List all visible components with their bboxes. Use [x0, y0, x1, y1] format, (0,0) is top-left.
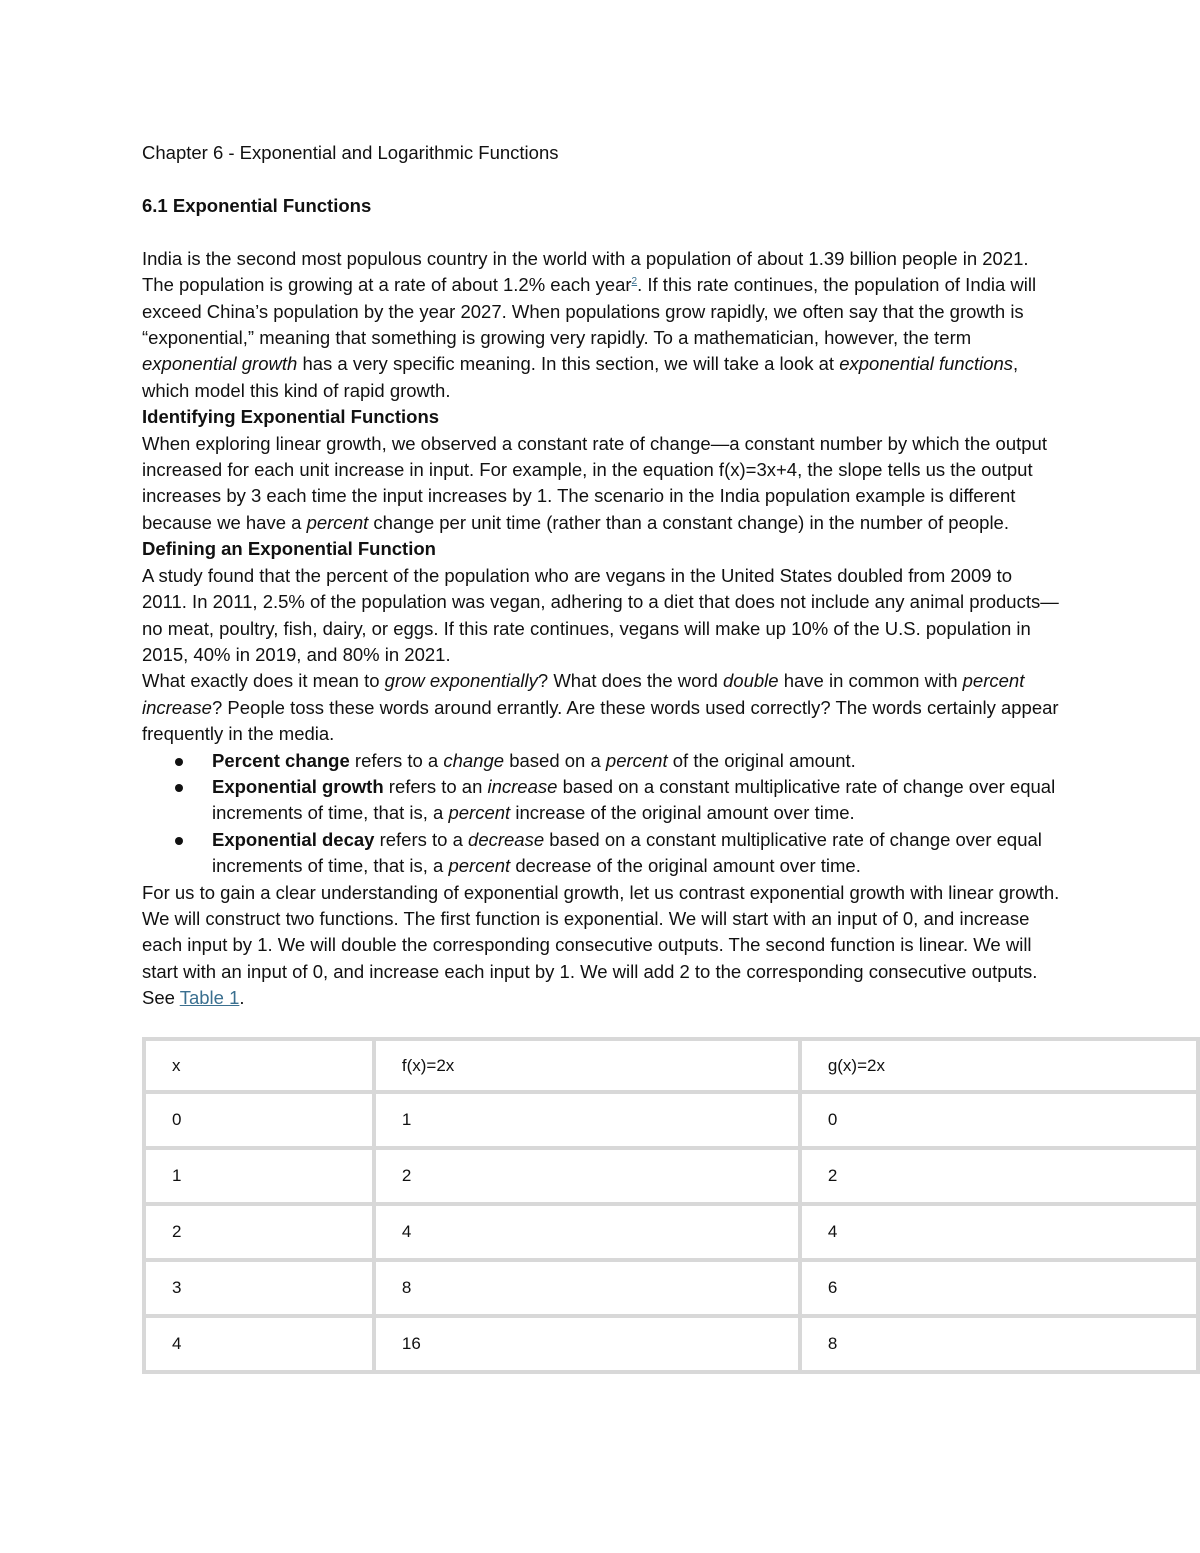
term-text: refers to an [383, 775, 488, 797]
intro-text-4: , which model this kind of rapid growth. [142, 353, 1019, 401]
table-cell: 2 [376, 1150, 802, 1206]
defining-heading: Defining an Exponential Function [142, 538, 436, 560]
identifying-text-1: When exploring linear growth, we observed a constant rate of change—a constant number by which the output increased for each unit increase in input. For example, in the equation f(x)=3x+4, the slope tells us the output increases by 3 each time the input increases by 1. The scenario in the India population example is different because we have a [142, 432, 1047, 533]
table-cell: 8 [376, 1262, 802, 1318]
header-cell-gx: g(x)=2x [802, 1037, 1200, 1094]
term-emphasis: change [443, 749, 505, 771]
term-text: based on a constant multiplicative rate of change over equal increments of time, that is, a [212, 775, 1056, 824]
term-emphasis: percent [448, 855, 511, 877]
term-emphasis: increase [487, 775, 558, 797]
identifying-heading: Identifying Exponential Functions [142, 406, 440, 428]
term-text: based on a [504, 749, 606, 771]
table-cell: 3 [142, 1262, 376, 1318]
term-text: based on a constant multiplicative rate of change over equal increments of time, that is, a [212, 828, 1042, 877]
defining-text-2: ? What does the word [537, 670, 724, 692]
table-cell: 0 [802, 1094, 1200, 1150]
intro-text-3: has a very specific meaning. In this section, we will take a look at [297, 353, 840, 375]
contrast-text-2: . [239, 987, 245, 1009]
term-emphasis: percent [605, 749, 668, 771]
term-label: Exponential decay [212, 828, 375, 850]
defining-emphasis-1: grow exponentially [384, 670, 538, 692]
intro-paragraph [142, 246, 1062, 404]
term-emphasis: percent [448, 802, 511, 824]
table-cell: 4 [376, 1206, 802, 1262]
list-item-percent-change [142, 748, 1062, 774]
term-text: refers to a [349, 749, 444, 771]
table-cell: 1 [142, 1150, 376, 1206]
defining-paragraph-2 [142, 668, 1062, 747]
definition-list [142, 748, 1200, 880]
bullet-icon [175, 784, 183, 792]
footnote-link[interactable]: 2 [631, 276, 638, 288]
values-table [142, 1037, 1200, 1374]
identifying-emphasis: percent [306, 511, 369, 533]
table-row [142, 1318, 1200, 1374]
intro-text-2: . If this rate continues, the population of India will exceed China’s population by the year 2027. When populations grow rapidly, we often say that the growth is “exponential,” meaning that something is growing very rapidly. To a mathematician, however, the term [142, 274, 1037, 349]
intro-emphasis-2: exponential functions [839, 353, 1014, 375]
contrast-text-1: For us to gain a clear understanding of exponential growth, let us contrast exponential growth with linear growth. We will construct two functions. The first function is exponential. We will start with an input of 0, and increase each input by 1. We will double the corresponding consecutive outputs. The second function is linear. We will start with an input of 0, and increase each input by 1. We will add 2 to the corresponding consecutive outputs. See [142, 881, 1060, 1009]
defining-paragraph-1: A study found that the percent of the population who are vegans in the United States doubled from 2009 to 2011. In 2011, 2.5% of the population was vegan, adhering to a diet that does not include any animal products—no meat, poultry, fish, dairy, or eggs. If this rate continues, vegans will make up 10% of the U.S. population in 2015, 40% in 2019, and 80% in 2021. [142, 564, 1059, 665]
defining-text-4: ? People toss these words around errantly. Are these words used correctly? The words certainly appear frequently in the media. [142, 696, 1059, 745]
term-text: increase of the original amount over time. [510, 802, 855, 824]
header-cell-x: x [142, 1037, 376, 1094]
list-item-exponential-growth [142, 774, 1062, 827]
table-row [142, 1262, 1200, 1318]
table-cell: 8 [802, 1318, 1200, 1374]
header-cell-fx: f(x)=2x [376, 1037, 802, 1094]
identifying-text-2: change per unit time (rather than a constant change) in the number of people. [368, 511, 1009, 533]
term-emphasis: decrease [468, 828, 545, 850]
term-text: decrease of the original amount over time. [510, 855, 861, 877]
contrast-paragraph [142, 880, 1062, 1012]
table-row [142, 1206, 1200, 1262]
bullet-icon [175, 837, 183, 845]
term-text: refers to a [374, 828, 469, 850]
term-text: of the original amount. [667, 749, 856, 771]
table-cell: 6 [802, 1262, 1200, 1318]
section-title: 6.1 Exponential Functions [142, 195, 372, 217]
table-cell: 1 [376, 1094, 802, 1150]
table-row [142, 1150, 1200, 1206]
table-1-link[interactable]: Table 1 [179, 987, 240, 1009]
defining-text-3: have in common with [778, 670, 963, 692]
table-cell: 2 [142, 1206, 376, 1262]
table-header-row [142, 1037, 1200, 1094]
intro-emphasis-1: exponential growth [142, 353, 298, 375]
term-label: Percent change [212, 749, 350, 771]
defining-emphasis-3: percent increase [142, 670, 1025, 718]
table-cell: 2 [802, 1150, 1200, 1206]
table-cell: 16 [376, 1318, 802, 1374]
intro-text-1: India is the second most populous country in the world with a population of about 1.39 billion people in 2021. The population is growing at a rate of about 1.2% each year [142, 247, 1029, 296]
chapter-title: Chapter 6 - Exponential and Logarithmic Functions [142, 142, 559, 163]
table-cell: 4 [142, 1318, 376, 1374]
table-cell: 0 [142, 1094, 376, 1150]
bullet-icon [175, 758, 183, 766]
table-cell: 4 [802, 1206, 1200, 1262]
document-page [142, 140, 1200, 1012]
defining-emphasis-2: double [723, 670, 779, 692]
term-label: Exponential growth [212, 775, 384, 797]
identifying-paragraph [142, 431, 1062, 537]
defining-text-1: What exactly does it mean to [142, 670, 385, 692]
table-row [142, 1094, 1200, 1150]
list-item-exponential-decay [142, 827, 1062, 880]
